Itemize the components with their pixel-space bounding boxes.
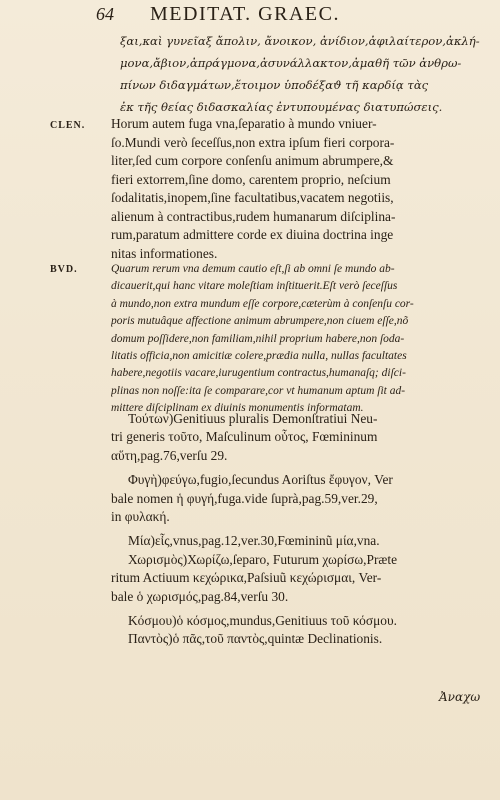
note-line: Χωρισμὸς)Χωρίζω,ſeparo, Futurum χωρίσω,Præte (128, 551, 398, 567)
bud-line: Quarum rerum vna demum cautio eſt,ſi ab omni ſe mundo ab- (111, 263, 395, 275)
greek-line: ἐκ τῆς θείας διδασκαλίας ἐντυπουμένας διατυπώσεις. (120, 100, 443, 114)
greek-passage (120, 30, 480, 118)
note-line: Τούτων)Genitiuus pluralis Demonſtratiui Neu- (128, 411, 378, 426)
note-line: Παντὸς)ὁ πᾶς,τοῦ παντὸς,quintæ Declinationis. (128, 631, 383, 647)
bud-line: plinas non noſſe:ita ſe comparare,cor vt humanum aptum ſit ad- (111, 384, 406, 397)
clen-line: fieri extorrem,ſine domo, carentem proprio, neſcium (111, 171, 391, 187)
clen-line: nitas informationes. (111, 245, 218, 261)
clen-passage (111, 115, 486, 263)
clen-line: Horum autem fuga vna,ſeparatio à mundo vniuer- (111, 116, 377, 131)
speaker-clen: CLEN. (50, 120, 86, 131)
greek-line: πίνων διδαγμάτων,ἕτοιμον ὑποδέξαϑ τῆ καρδίᾳ τὰς (120, 78, 429, 92)
page-header (0, 2, 500, 28)
bud-line: à mundo,non extra mundum eſſe corpore,cæterùm à conſenſu cor- (111, 297, 414, 310)
note-line: tri generis τοῦτο, Maſculinum οὗτος, Fœmininum (111, 429, 378, 445)
note-line: bale nomen ἡ φυγή,fuga.vide ſuprà,pag.59,ver.29, (111, 490, 378, 506)
note-line: Κόσμου)ὁ κόσμος,mundus,Genitiuus τοῦ κόσμου. (128, 613, 397, 629)
catchword: Ἀναχω (439, 690, 481, 704)
bud-line: dicauerit,qui hanc vitare moleſtiam inſtituerit.Eſt verò ſeceſſus (111, 280, 398, 293)
greek-line: ξαι,καὶ γυνεῖαξ ἄπολιν, ἄνοικον, ἀνίδιον,ἀφιλαίτερον,ἀκλή- (120, 34, 480, 48)
clen-line: rum,paratum admittere corde ex diuina doctrina inge (111, 227, 394, 242)
page-number: 64 (96, 4, 114, 24)
clen-line: ſodalitatis,inopem,ſine facultatibus,vacatem negotiis, (111, 190, 394, 205)
note-line: αὕτη,pag.76,verſu 29. (111, 447, 228, 463)
clen-line: ſo.Mundi verò ſeceſſus,non extra ipſum fieri corpora- (111, 134, 395, 150)
running-head: MEDITAT. GRAEC. (150, 3, 340, 25)
greek-line: μονα,ἄβιον,ἀπράγμονα,ἀσυνάλλακτον,ἀμαθῆ τῶν ἀνθρω- (120, 56, 462, 70)
note-line: Μία)εἷς,vnus,pag.12,ver.30,Fœmininũ μία,vna. (128, 533, 380, 549)
bud-line: poris mutuâque affectione animum abrumpere,non ciuem eſſe,nõ (111, 315, 409, 328)
bud-passage (111, 261, 486, 418)
speaker-bud: BVD. (50, 264, 78, 275)
bud-line: litatis officia,non amicitiæ colere,prædia nulla, nullas facultates (111, 350, 407, 363)
bud-line: habere,negotiis vacare,iurugentium contractus,humanaſq; diſci- (111, 367, 406, 380)
note-line: bale ὁ χωρισμός,pag.84,verſu 30. (111, 588, 289, 604)
clen-line: liter,ſed cum corpore conſenſu animum abrumpere,& (111, 153, 394, 168)
note-line: ritum Actiuum κεχώρικα,Paſsiuũ κεχώρισμαι, Ver- (111, 570, 382, 586)
bud-line: domum poſſidere,non familiam,nihil proprium habere,non ſoda- (111, 332, 405, 345)
note-line: Φυγὴ)φεύγω,fugio,ſecundus Aoriſtus ἔφυγον, Ver (128, 472, 393, 488)
note-line: in φυλακή. (111, 509, 170, 525)
bud-line: mittere diſciplinam ex diuinis monumentis informatam. (111, 402, 364, 415)
clen-line: alienum à contractibus,rudem humanarum diſciplina- (111, 208, 396, 224)
grammar-notes (111, 410, 486, 649)
